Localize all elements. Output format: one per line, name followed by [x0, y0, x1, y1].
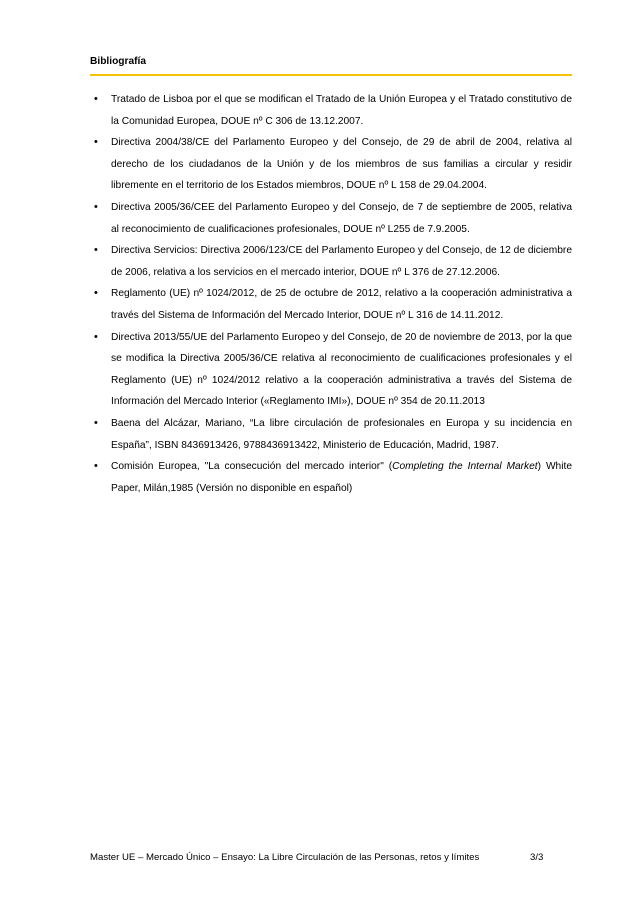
reference-text: Tratado de Lisboa por el que se modifican el Tratado de la Unión Europea y el Tratado constitutivo de la Comunidad Europea, DOUE nº C 306 de 13.12.2007. — [111, 94, 572, 127]
reference-italic-title: Completing the Internal Market — [392, 461, 538, 473]
reference-text-after: ) White Paper, Milán,1985 (Versión no disponible en español) — [111, 461, 572, 494]
reference-item — [90, 197, 572, 240]
reference-text: Baena del Alcázar, Mariano, “La libre circulación de profesionales en Europa y su incidencia en España”, ISBN 8436913426, 9788436913422, Ministerio de Educación, Madrid, 1987. — [111, 417, 572, 451]
reference-item — [90, 456, 572, 499]
reference-text: Directiva 2004/38/CE del Parlamento Europeo y del Consejo, de 29 de abril de 2004, relativa al derecho de los ciudadanos de la Unión y de los miembros de sus familias a circular y residir libremente en el territorio de los Estados miembros, DOUE nº L 158 de 29.04.2004. — [111, 137, 572, 192]
reference-text-before: Comisión Europea, "La consecución del mercado interior" ( — [111, 461, 393, 473]
page-footer — [90, 850, 572, 866]
reference-text: Directiva 2005/36/CEE del Parlamento Europeo y del Consejo, de 7 de septiembre de 2005, relativa al reconocimiento de cualificaciones profesionales, DOUE nº L255 de 7.9.2005. — [111, 201, 572, 235]
reference-item — [90, 89, 572, 132]
reference-item — [90, 327, 572, 413]
reference-text: Directiva Servicios: Directiva 2006/123/CE del Parlamento Europeo y del Consejo, de 12 de diciembre de 2006, relativa a los servicios en el mercado interior, DOUE nº L 376 de 27.12.2006. — [111, 245, 572, 278]
reference-item — [90, 413, 572, 456]
heading-rule — [90, 74, 572, 76]
footer-title: Master UE – Mercado Único – Ensayo: La Libre Circulación de las Personas, retos y límites — [90, 852, 480, 863]
reference-item — [90, 132, 572, 197]
reference-item — [90, 240, 572, 283]
reference-text: Reglamento (UE) nº 1024/2012, de 25 de octubre de 2012, relativo a la cooperación administrativa a través del Sistema de Información del Mercado Interior, DOUE nº L 316 de 14.11.2012. — [111, 288, 572, 321]
reference-text: Directiva 2013/55/UE del Parlamento Europeo y del Consejo, de 20 de noviembre de 2013, por la que se modifica la Directiva 2005/36/CE relativa al reconocimiento de cualificaciones profesionales y el Reglamento (UE) nº 1024/2012 relativo a la cooperación administrativa a través del Sistema de Información del Mercado Interior («Reglamento IMI»), DOUE nº 354 de 20.11.2013 — [111, 331, 572, 408]
page-heading: Bibliografía — [90, 56, 147, 67]
page-number: 3/3 — [530, 852, 544, 863]
bibliography-list — [90, 89, 572, 499]
reference-item — [90, 283, 572, 326]
